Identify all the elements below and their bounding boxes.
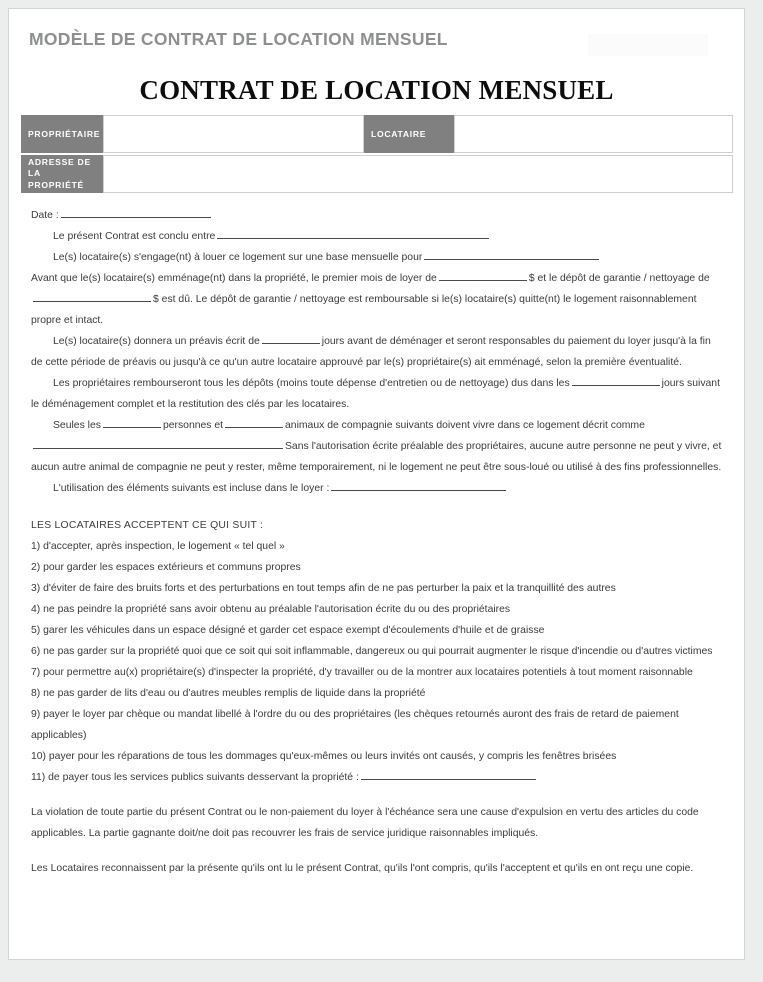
paragraph-violation: La violation de toute partie du présent Contrat ou le non-paiement du loyer à l'échéance sera une cause d'expulsion en vertu des articles du code applicables. La partie gagnante doit/ne doit pas recouvrer les frais de service juridique raisonnables impliqués. bbox=[31, 807, 699, 839]
address-label-line1: ADRESSE DE bbox=[28, 157, 91, 168]
section-heading-tenants-agree: LES LOCATAIRES ACCEPTENT CE QUI SUIT : bbox=[31, 520, 264, 531]
included-items-text: L'utilisation des éléments suivants est incluse dans le loyer : bbox=[53, 483, 330, 494]
date-label: Date : bbox=[31, 210, 59, 221]
address-label-line2: LA PROPRIÉTÉ bbox=[28, 168, 84, 190]
refund-text-a: Les propriétaires rembourseront tous les dépôts (moins toute dépense d'entretien ou de nettoyage) dus dans les bbox=[53, 378, 570, 389]
paragraph-monthly-text: Le(s) locataire(s) s'engage(nt) à louer ce logement sur une base mensuelle pour bbox=[53, 252, 423, 263]
occupants-text-c: animaux de compagnie suivants doivent vivre dans ce logement décrit comme bbox=[285, 420, 645, 431]
deposit-amount-blank[interactable] bbox=[33, 291, 151, 302]
clause-item: 4) ne pas peindre la propriété sans avoir obtenu au préalable l'autorisation écrite du ou des propriétaires bbox=[31, 604, 511, 615]
first-month-blank[interactable] bbox=[439, 270, 527, 281]
table-row-parties bbox=[21, 115, 733, 153]
clause-item-utilities bbox=[31, 767, 724, 788]
deposit-intro-text: Avant que le(s) locataire(s) emménage(nt) dans la propriété, le premier mois de loyer de bbox=[31, 273, 437, 284]
document-kicker: MODÈLE DE CONTRAT DE LOCATION MENSUEL bbox=[29, 29, 448, 49]
owner-input[interactable] bbox=[103, 115, 364, 153]
paragraph-monthly bbox=[31, 247, 724, 268]
occupants-persons-blank[interactable] bbox=[103, 417, 161, 428]
notice-text-b: jours avant de déménager et seront responsables du paiement du loyer jusqu'à la fin de cette période de préavis ou jusqu'à ce qu'un autre locataire approuvé par le(s) propriétaire(s) ait emménagé, selon la première éventualité. bbox=[31, 336, 711, 368]
date-blank[interactable] bbox=[61, 207, 211, 218]
paragraph-deposit-detail bbox=[31, 289, 724, 331]
contract-body bbox=[31, 205, 724, 879]
paragraph-notice bbox=[31, 331, 724, 373]
monthly-blank[interactable] bbox=[424, 249, 599, 260]
parties-blank[interactable] bbox=[217, 228, 489, 239]
date-line bbox=[31, 205, 724, 226]
clause-11-text: 11) de payer tous les services publics suivants desservant la propriété : bbox=[31, 772, 359, 783]
clause-item: 6) ne pas garder sur la propriété quoi que ce soit qui soit inflammable, dangereux ou qui pourrait augmenter le risque d'incendie ou d'autres victimes bbox=[31, 646, 713, 657]
paragraph-acknowledgement: Les Locataires reconnaissent par la présente qu'ils ont lu le présent Contrat, qu'ils l'ont compris, qu'ils l'acceptent et qu'ils en ont reçu une copie. bbox=[31, 863, 694, 874]
tenant-input[interactable] bbox=[454, 115, 733, 153]
owner-label: PROPRIÉTAIRE bbox=[21, 115, 103, 153]
address-label bbox=[21, 155, 103, 193]
paragraph-occupants bbox=[31, 415, 724, 436]
deposit-detail-text: $ est dû. Le dépôt de garantie / nettoyage est remboursable si le(s) locataire(s) quitte(nt) le logement raisonnablement propre et intact. bbox=[31, 294, 697, 326]
table-row-address bbox=[21, 155, 733, 193]
paragraph-refund bbox=[31, 373, 724, 415]
clause-item: 2) pour garder les espaces extérieurs et communs propres bbox=[31, 562, 301, 573]
refund-text-b: jours suivant le déménagement complet et la restitution des clés par les locataires. bbox=[31, 378, 720, 410]
included-items-blank[interactable] bbox=[331, 480, 506, 491]
page-title: CONTRAT DE LOCATION MENSUEL bbox=[139, 75, 614, 105]
tenant-label: LOCATAIRE bbox=[364, 115, 454, 153]
clause-item: 7) pour permettre au(x) propriétaire(s) d'inspecter la propriété, d'y travailler ou de la montrer aux locataires potentiels à tout moment raisonnable bbox=[31, 667, 693, 678]
clause-item: 9) payer le loyer par chèque ou mandat libellé à l'ordre du ou des propriétaires (les chèques retournés auront des frais de retard de paiement applicables) bbox=[31, 709, 679, 741]
paragraph-parties bbox=[31, 226, 724, 247]
utilities-blank[interactable] bbox=[361, 769, 536, 780]
clause-item: 5) garer les véhicules dans un espace désigné et garder cet espace exempt d'écoulements d'huile et de graisse bbox=[31, 625, 545, 636]
paragraph-parties-text: Le présent Contrat est conclu entre bbox=[53, 231, 216, 242]
no-sublet-text: Sans l'autorisation écrite préalable des propriétaires, aucune autre personne ne peut y vivre, et aucun autre animal de compagnie ne peut y rester, même temporairement, ni le logement ne peut être sous-loué ou utilisé à des fins professionnelles. bbox=[31, 441, 722, 473]
clause-item: 1) d'accepter, après inspection, le logement « tel quel » bbox=[31, 541, 285, 552]
logo-placeholder bbox=[588, 34, 708, 56]
clause-item: 10) payer pour les réparations de tous les dommages qu'eux-mêmes ou leurs invités ont causés, y compris les fenêtres brisées bbox=[31, 751, 617, 762]
address-input[interactable] bbox=[103, 155, 733, 193]
parties-table bbox=[21, 115, 733, 195]
paragraph-included-items bbox=[31, 478, 724, 499]
document-page bbox=[8, 8, 745, 960]
paragraph-no-sublet bbox=[31, 436, 724, 478]
paragraph-deposit-intro bbox=[31, 268, 724, 289]
occupants-text-b: personnes et bbox=[162, 420, 224, 431]
clause-item: 8) ne pas garder de lits d'eau ou d'autres meubles remplis de liquide dans la propriété bbox=[31, 688, 426, 699]
refund-days-blank[interactable] bbox=[572, 375, 660, 386]
deposit-intro-text2: $ et le dépôt de garantie / nettoyage de bbox=[528, 273, 710, 284]
occupants-text-a: Seules les bbox=[53, 420, 101, 431]
dwelling-description-blank[interactable] bbox=[33, 438, 283, 449]
occupants-pets-blank[interactable] bbox=[225, 417, 283, 428]
clause-item: 3) d'éviter de faire des bruits forts et des perturbations en tout temps afin de ne pas perturber la paix et la tranquillité des autres bbox=[31, 583, 616, 594]
notice-days-blank[interactable] bbox=[262, 333, 320, 344]
notice-text-a: Le(s) locataire(s) donnera un préavis écrit de bbox=[53, 336, 260, 347]
